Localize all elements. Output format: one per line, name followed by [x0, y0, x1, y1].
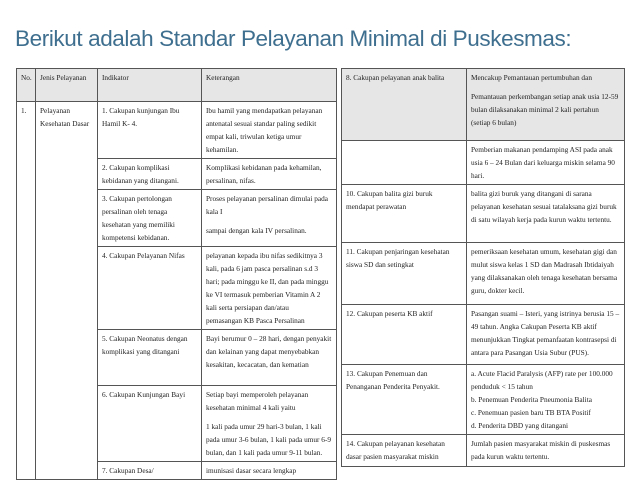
row-indikator: 11. Cakupan penjaringan kesehatan siswa SD dan setingkat: [342, 243, 467, 305]
row-keterangan: [202, 386, 337, 462]
table-row: [342, 185, 625, 243]
table-row: [342, 365, 625, 435]
row-keterangan: Pemberian makanan pendamping ASI pada anak usia 6 – 24 Bulan dari keluarga miskin selama 90 hari.: [467, 141, 625, 185]
row-keterangan: Bayi berumur 0 – 28 hari, dengan penyakit dan kelainan yang dapat menyebabkan kesakitan, kecacatan, dan kematian: [202, 330, 337, 386]
row-keterangan: balita gizi buruk yang ditangani di sarana pelayanan kesehatan sesuai tatalaksana gizi buruk di satu wilayah kerja pada kurun waktu tertentu.: [467, 185, 625, 243]
row-keterangan: imunisasi dasar secara lengkap: [202, 462, 337, 480]
row-keterangan: Jumlah pasien masyarakat miskin di puskesmas pada kurun waktu tertentu.: [467, 435, 625, 467]
row-indikator: 10. Cakupan balita gizi buruk mendapat perawatan: [342, 185, 467, 243]
table-row: [342, 243, 625, 305]
table-header-row: [17, 69, 337, 102]
header-jenis-pelayanan: Jenis Pelayanan: [36, 69, 98, 102]
keterangan-part: Mencakup Pemantauan pertumbuhan dan: [471, 73, 592, 82]
row-indikator: 12. Cakupan peserta KB aktif: [342, 305, 467, 365]
page-title: Berikut adalah Standar Pelayanan Minimal di Puskesmas:: [15, 26, 572, 51]
list-item: b. Penemuan Penderita Pneumonia Balita: [471, 395, 592, 404]
keterangan-part: 1 kali pada umur 29 hari-3 bulan, 1 kali pada umur 3-6 bulan, 1 kali pada umur 6-9 bulan, dan 1 kali pada umur 9-11 bulan.: [206, 422, 332, 457]
row-indikator: 1. Cakupan kunjungan Ibu Hamil K- 4.: [98, 102, 202, 159]
row-indikator: 2. Cakupan komplikasi kebidanan yang ditangani.: [98, 159, 202, 190]
row-indikator: 6. Cakupan Kunjungan Bayi: [98, 386, 202, 462]
row-keterangan: [202, 247, 337, 330]
row-indikator: 5. Cakupan Neonatus dengan komplikasi yang ditangani: [98, 330, 202, 386]
header-keterangan: Keterangan: [202, 69, 337, 102]
header-indikator: Indikator: [98, 69, 202, 102]
row-jenis: Pelayanan Kesehatan Dasar: [36, 102, 98, 480]
row-indikator: 13. Cakupan Penemuan dan Penanganan Penderita Penyakit.: [342, 365, 467, 435]
list-item: c. Penemuan pasien baru TB BTA Positif: [471, 408, 591, 417]
row-indikator: 8. Cakupan pelayanan anak balita: [342, 69, 467, 141]
row-keterangan: [467, 69, 625, 141]
row-indikator: 4. Cakupan Pelayanan Nifas: [98, 247, 202, 330]
row-keterangan: Ibu hamil yang mendapatkan pelayanan antenatal sesuai standar paling sedikit empat kali, triwulan ketiga umur kehamilan.: [202, 102, 337, 159]
keterangan-part: Pemantauan perkembangan setiap anak usia 12-59 bulan dilaksanakan minimal 2 kali pertahun (setiap 6 bulan): [471, 92, 619, 127]
row-keterangan: Pasangan suami – Isteri, yang istrinya berusia 15 – 49 tahun. Angka Cakupan Peserta KB aktif menunjukkan Tingkat pemanfaatan kontrasepsi di antara para Pasangan Usia Subur (PUS).: [467, 305, 625, 365]
keterangan-part: pelayanan kepada ibu nifas sedikitnya 3 kali, pada 6 jam pasca persalinan s.d 3 hari; pada minggu ke II, dan pada minggu ke VI termasuk pemberian Vitamin A 2 kali serta persiapan dan/atau: [206, 251, 329, 312]
keterangan-part: sampai dengan kala IV persalinan.: [206, 226, 307, 235]
table-row: [342, 435, 625, 467]
table-row: [342, 141, 625, 185]
row-keterangan: Komplikasi kebidanan pada kehamilan, persalinan, nifas.: [202, 159, 337, 190]
row-no: 1.: [17, 102, 36, 480]
row-indikator: [342, 141, 467, 185]
row-keterangan: pemeriksaan kesehatan umum, kesehatan gigi dan mulut siswa kelas 1 SD dan Madrasah Ibtidaiyah yang dilaksanakan oleh tenaga kesehatan bersama guru, dokter kecil.: [467, 243, 625, 305]
keterangan-part: Proses pelayanan persalinan dimulai pada kala I: [206, 194, 328, 216]
row-indikator: 14. Cakupan pelayanan kesehatan dasar pasien masyarakat miskin: [342, 435, 467, 467]
keterangan-part: Setiap bayi memperoleh pelayanan kesehatan minimal 4 kali yaitu: [206, 390, 309, 412]
left-spm-table: [16, 68, 337, 480]
right-spm-table: [341, 68, 625, 467]
row-indikator: 7. Cakupan Desa/: [98, 462, 202, 480]
row-indikator: 3. Cakupan pertolongan persalinan oleh tenaga kesehatan yang memiliki kompetensi kebidanan.: [98, 190, 202, 247]
keterangan-part: pemasangan KB Pasca Persalinan: [206, 316, 305, 325]
disease-list: [471, 367, 620, 432]
table-row: [342, 69, 625, 141]
list-item: d. Penderita DBD yang ditangani: [471, 421, 569, 430]
table-row: [17, 102, 337, 159]
header-no: No.: [17, 69, 36, 102]
table-row: [342, 305, 625, 365]
row-keterangan: [467, 365, 625, 435]
row-keterangan: [202, 190, 337, 247]
list-item: a. Acute Flacid Paralysis (AFP) rate per 100.000 penduduk < 15 tahun: [471, 369, 613, 391]
